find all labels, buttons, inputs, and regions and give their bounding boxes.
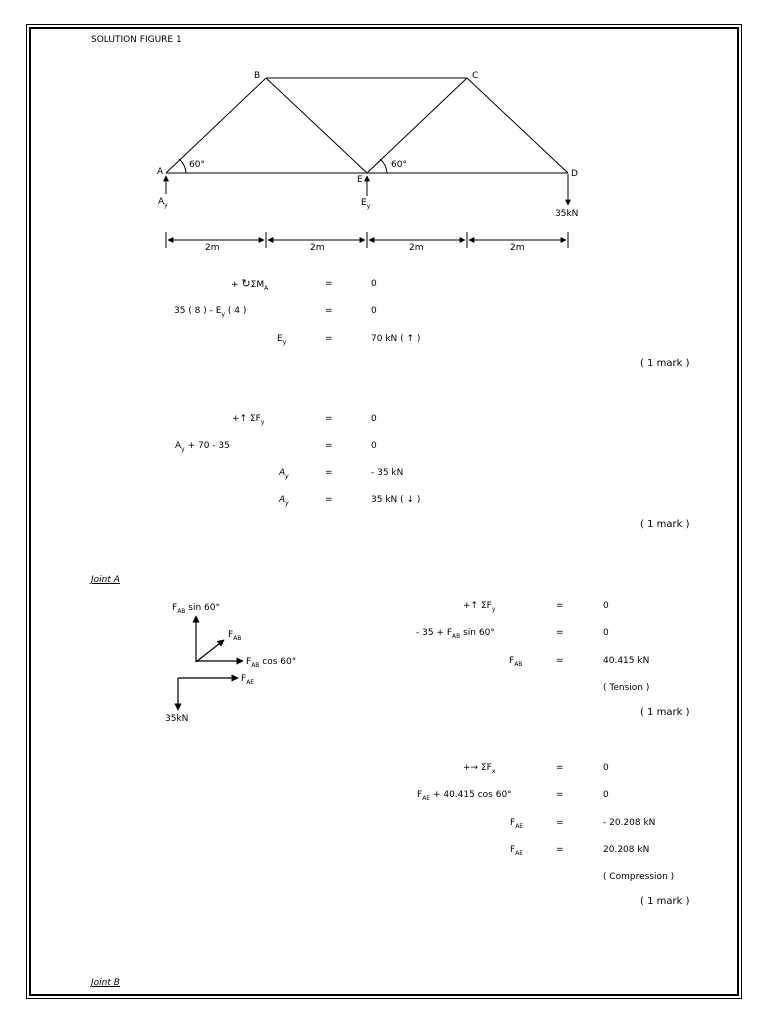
load-label: 35kN (555, 209, 579, 219)
member-ec (367, 78, 467, 173)
ja-fx-rhs-1: 0 (603, 763, 609, 773)
ja-fx-heading: +→ $\Sigma F_x$ (463, 763, 496, 775)
mark-2: ( 1 mark ) (640, 519, 690, 530)
moment-eq-sign-2: = (325, 306, 333, 316)
mark-3: ( 1 mark ) (640, 707, 690, 718)
moment-line-3: $E_y$ (277, 334, 287, 346)
ja-fx-eq-sign-4: = (556, 845, 564, 855)
moment-rhs-2: 0 (371, 306, 377, 316)
moment-heading: + $↻\Sigma M_A$ (231, 277, 269, 292)
moment-rhs-3: 70 kN ( ↑ ) (371, 334, 421, 344)
reaction-label-ey: $E_y$ (361, 198, 371, 210)
ja-fy-line-2: - $35 + F_{AB}$ sin 60° (416, 628, 495, 640)
joint-a-heading: Joint A (91, 575, 120, 585)
ja-fx-line-2: $F_{AE} + 40.415$ cos 60° (417, 790, 512, 802)
ja-fx-eq-sign-2: = (556, 790, 564, 800)
fbd-label-fab: $F_{AB}$ (228, 630, 242, 642)
vertical-line-2: $A_y + 70 - 35$ (175, 441, 230, 453)
ja-fx-rhs-4: 20.208 kN (603, 845, 650, 855)
ja-fx-line-3: $F_{AE}$ (510, 818, 524, 830)
ja-fy-eq-sign-3: = (556, 656, 564, 666)
ja-fx-eq-sign-3: = (556, 818, 564, 828)
angle-label-a: 60° (189, 160, 205, 170)
figure-title: SOLUTION FIGURE 1 (91, 35, 182, 45)
ja-fy-rhs-2: 0 (603, 628, 609, 638)
ja-fx-state: ( Compression ) (603, 872, 675, 882)
angle-label-e: 60° (391, 160, 407, 170)
vertical-rhs-4: 35 kN ( ↓ ) (371, 495, 421, 505)
node-label-d: D (571, 169, 578, 179)
vertical-eq-sign-4: = (325, 495, 333, 505)
vertical-line-4: $A_y$ (279, 495, 289, 507)
fbd-label-fab-sin: $F_{AB}$ sin 60° (172, 603, 220, 615)
reaction-label-ay: $A_y$ (158, 197, 168, 209)
clockwise-moment-icon: ↻ (241, 277, 251, 290)
moment-eq-sign-1: = (325, 279, 333, 289)
fbd-label-fae: $F_{AE}$ (241, 674, 255, 686)
vertical-eq-sign-2: = (325, 441, 333, 451)
mark-1: ( 1 mark ) (640, 358, 690, 369)
ja-fx-rhs-3: - 20.208 kN (603, 818, 656, 828)
vertical-heading: +↑ $\Sigma F_y$ (232, 414, 265, 426)
joint-b-heading: Joint B (91, 978, 120, 988)
node-label-c: C (472, 71, 479, 81)
vertical-rhs-3: - 35 kN (371, 468, 404, 478)
vertical-line-3: $A_y$ (279, 468, 289, 480)
ja-fx-eq-sign-1: = (556, 763, 564, 773)
member-ab (166, 78, 266, 173)
ja-fy-state: ( Tension ) (603, 683, 650, 693)
angle-arc-e (380, 159, 387, 173)
angle-arc-a (179, 159, 186, 173)
member-be (266, 78, 367, 173)
span-label-3: 2m (409, 243, 424, 253)
vertical-rhs-1: 0 (371, 414, 377, 424)
fbd-label-fab-cos: $F_{AB}$ cos 60° (246, 657, 297, 669)
node-label-b: B (254, 71, 261, 81)
node-label-a: A (157, 167, 164, 177)
vertical-rhs-2: 0 (371, 441, 377, 451)
moment-rhs-1: 0 (371, 279, 377, 289)
moment-eq-sign-3: = (325, 334, 333, 344)
mark-4: ( 1 mark ) (640, 896, 690, 907)
span-label-4: 2m (510, 243, 525, 253)
moment-line-2: 35 ( 8 ) - $E_y$ ( 4 ) (174, 306, 247, 318)
vertical-eq-sign-1: = (325, 414, 333, 424)
ja-fy-rhs-3: 40.415 kN (603, 656, 650, 666)
ja-fy-rhs-1: 0 (603, 601, 609, 611)
member-cd (467, 78, 568, 173)
ja-fy-heading: +↑ $\Sigma F_y$ (463, 601, 496, 613)
span-label-2: 2m (310, 243, 325, 253)
ja-fx-line-4: $F_{AE}$ (510, 845, 524, 857)
span-label-1: 2m (205, 243, 220, 253)
vertical-eq-sign-3: = (325, 468, 333, 478)
ja-fx-rhs-2: 0 (603, 790, 609, 800)
fbd-label-load: 35kN (165, 714, 189, 724)
ja-fy-eq-sign-2: = (556, 628, 564, 638)
ja-fy-line-3: $F_{AB}$ (509, 656, 523, 668)
ja-fy-eq-sign-1: = (556, 601, 564, 611)
node-label-e: E (357, 175, 363, 185)
